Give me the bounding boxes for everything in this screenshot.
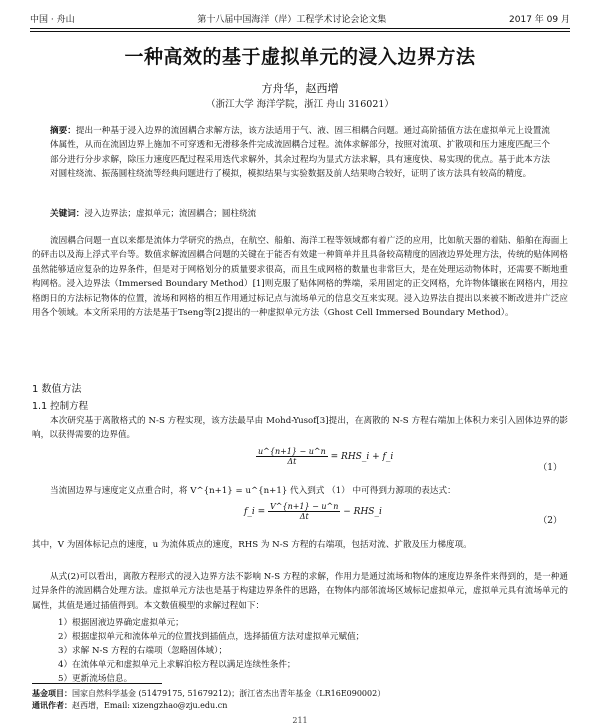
running-header — [30, 12, 570, 26]
page-number: 211 — [292, 716, 308, 725]
header-location: 中国 · 舟山 — [30, 15, 75, 25]
ghost-cell-paragraph: 从式(2)可以看出，离散方程形式的浸入边界方法不影响 N-S 方程的求解，作用力是通过流场和物体的速度边界条件来得到的，是一种通过异条件的流固耦合处理方法。虚拟单元方法也是基于构建边界条件的思路，在物体内部邻流场区域标记虚拟单元，虚拟单元具有流场单元的属性，其值是通过插值得到。本文数值模型的求解过程如下： — [32, 572, 568, 611]
header-rule-thin — [30, 31, 570, 32]
paper-affiliation: （浙江大学 海洋学院，浙江 舟山 316021） — [206, 99, 394, 110]
variables-paragraph: 其中，V 为固体标记点的速度，u 为流体质点的速度，RHS 为 N-S 方程的右端项，包括对流、扩散及压力梯度项。 — [32, 540, 472, 550]
equation-2-lhs: f_i = — [244, 507, 266, 517]
equation-2 — [244, 502, 382, 521]
equation-2-numerator: V^{n+1} − u^n — [270, 502, 339, 511]
header-proceedings: 第十八届中国海洋（岸）工程学术讨论会论文集 — [197, 15, 387, 25]
author-text: 赵西增，Email: xizengzhao@zju.edu.cn — [72, 701, 228, 710]
equation-2-label: （2） — [538, 516, 562, 526]
keywords — [50, 207, 550, 219]
header-rule — [30, 28, 570, 29]
header-date: 2017 年 09 月 — [509, 15, 570, 25]
funding-text: 国家自然科学基金 (51479175, 51679212)；浙江省杰出青年基金（LR16E090002） — [72, 689, 386, 698]
paper-title: 一种高效的基于虚拟单元的浸入边界方法 — [124, 46, 476, 68]
equation-1-rhs: = RHS_i + f_i — [330, 452, 394, 462]
equation-2-denominator: Δt — [299, 512, 309, 521]
footnote-rule — [32, 683, 162, 684]
funding-footnote — [32, 688, 568, 699]
equation-1-numerator: u^{n+1} − u^n — [258, 447, 326, 456]
step-item: 5）更新流场信息。 — [58, 674, 133, 684]
step-item: 2）根据虚拟单元和流体单元的位置找到插值点，选择插值方法对虚拟单元赋值； — [58, 632, 365, 642]
substitution-paragraph: 当流固边界与速度定义点重合时，将 V^{n+1} = u^{n+1} 代入到式 （1） 中可得到力源项的表达式： — [50, 486, 456, 496]
step-item: 4）在流体单元和虚拟单元上求解泊松方程以满足连续性条件； — [58, 660, 296, 670]
method-paragraph: 本次研究基于离散格式的 N-S 方程实现，该方法最早由 Mohd-Yusof[3]提出，在离散的 N-S 方程右端加上体积力来引入固体边界的影响，以获得需要的边界值。 — [32, 416, 568, 441]
intro-paragraph: 流固耦合问题一直以来都是流体力学研究的热点，在航空、船舶、海洋工程等领域都有着广泛的应用，比如航天器的着陆、船舶在海面上的砰击以及海上浮式平台等。数值求解流固耦合问题的关键在于能否有效建一种简单并且具备较高精度的固液边界处理方法，传统的贴体网格虽然能够适应复杂的边界条件，但是对于网格划分的质量要求很高，而且生成网格的数量也非常巨大，是在处理运动物体时，还需要不断地重构网格。浸入边界法（Immersed Boundary Method）[1]则克服了贴体网格的弊端，采用固定的正交网格，允许物体镶嵌在网格内，用拉格朗日的方法标记物体的位置，流场和网格的相互作用通过标记点与流场单元的信息交互来实现。浸入边界法自提出以来被不断改进并广泛应用各个领域。本文所采用的方法是基于Tseng等[2]提出的一种虚拟单元方法（Ghost Cell Immersed Boundary Method）。 — [32, 236, 568, 319]
abstract-text: 提出一种基于浸入边界的流固耦合求解方法，该方法适用于气、液、固三相耦合问题。通过高阶插值方法在虚拟单元上设置流体属性，从而在流固边界上施加不可穿透和无滑移条件完成流固耦合过程。流体求解部分，按照对流项、扩散项和压力速度匹配三个部分进行分步求解，除压力速度匹配过程采用迭代求解外，其余过程均为显式方法求解，具有速度快、易实现的优点。基于此本方法对圆柱绕流、振荡圆柱绕流等经典问题进行了模拟，模拟结果与实验数据及前人结果吻合较好，证明了该方法具有较高的精度。 — [50, 126, 550, 180]
paper-authors: 方舟华，赵西增 — [261, 82, 339, 95]
equation-2-rhs: − RHS_i — [343, 507, 382, 517]
equation-1-denominator: Δt — [287, 457, 297, 466]
author-label: 通讯作者： — [32, 701, 72, 710]
equation-1-label: （1） — [538, 463, 562, 473]
abstract — [50, 124, 550, 182]
section-heading: 1 数值方法 — [32, 384, 82, 395]
funding-label: 基金项目： — [32, 689, 72, 698]
equation-2-fraction — [268, 502, 340, 521]
step-item: 3）求解 N-S 方程的右端项（忽略固体域）； — [58, 646, 228, 656]
author-footnote — [32, 700, 568, 711]
equation-1-fraction — [256, 447, 328, 466]
keywords-text: 浸入边界法；虚拟单元；流固耦合；圆柱绕流 — [84, 209, 257, 219]
step-item: 1）根据固液边界确定虚拟单元； — [58, 618, 184, 628]
equation-1 — [256, 447, 393, 466]
keywords-label: 关键词： — [50, 209, 85, 219]
subsection-heading: 1.1 控制方程 — [32, 401, 89, 412]
abstract-label: 摘要： — [50, 126, 76, 136]
